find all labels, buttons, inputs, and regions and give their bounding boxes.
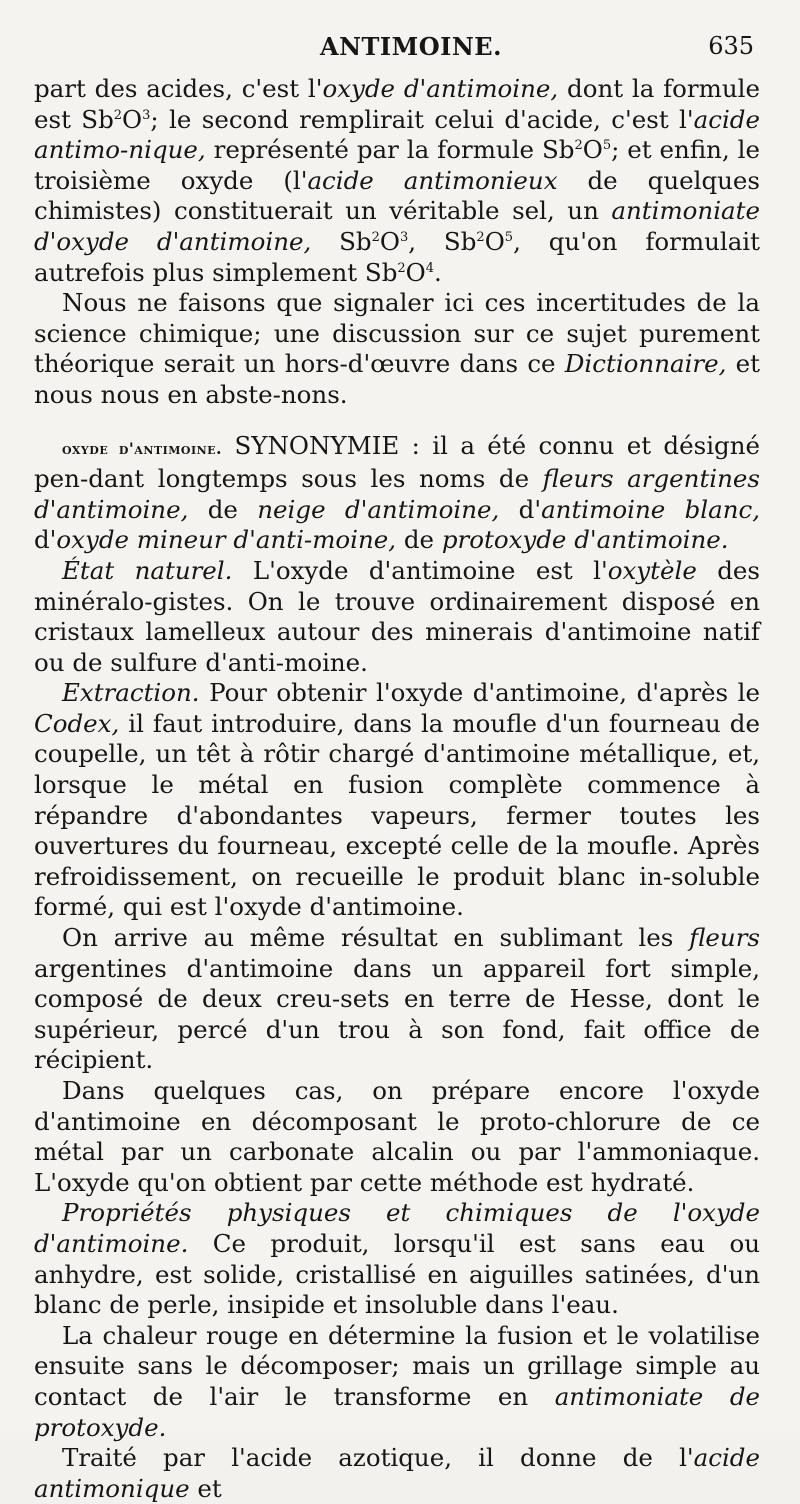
superscript: 3 — [142, 107, 151, 123]
italic-text: acide antimo-nique, — [34, 104, 760, 165]
text-run: des minéralo-gistes. On le trouve ordinairement disposé en cristaux lamelleux autour des minerais d'antimoine natif ou de sulfure d'anti-moine. — [34, 555, 760, 677]
text-run: Nous ne faisons que signaler ici ces incertitudes de la science chimique; une discussion sur ce sujet purement théorique serait un hors-d'œuvre dans ce — [34, 288, 760, 379]
body-text — [34, 74, 760, 1504]
text-run: de quelques chimistes) constituerait un véritable sel, un — [34, 165, 760, 226]
paragraph-p2 — [34, 288, 760, 410]
italic-text: antimoniate de protoxyde. — [34, 1381, 761, 1442]
superscript: 2 — [371, 229, 380, 245]
page-number: 635 — [708, 32, 754, 60]
superscript: 2 — [476, 229, 485, 245]
text-run: O — [484, 226, 505, 256]
text-run: part des acides, c'est l' — [34, 74, 323, 103]
paragraph-p3 — [34, 431, 760, 556]
text-run: O — [379, 226, 400, 256]
text-run: ; et enfin, le troisième oxyde (l' — [34, 135, 760, 195]
text-run: , qu'on formulait autrefois plus simplement Sb — [34, 226, 760, 287]
text-run: Dans quelques cas, on prépare encore l'oxyde d'antimoine en décomposant le proto-chlorure de ce métal par un carbonate alcalin ou par l'ammoniaque. L'oxyde qu'on obtient par cette méthode est hydraté. — [34, 1076, 760, 1197]
italic-text: Dictionnaire, — [564, 349, 727, 379]
text-run: ; le second remplirait celui d'acide, c'est l' — [150, 104, 694, 134]
italic-text: Extraction. — [62, 678, 200, 708]
text-run: Traité par l'acide azotique, il donne de l' — [62, 1443, 694, 1473]
superscript: 5 — [602, 138, 612, 154]
text-run: L'oxyde d'antimoine est l' — [232, 555, 608, 585]
text-run: de — [396, 525, 442, 555]
text-run: de — [188, 494, 258, 524]
text-run: Pour obtenir l'oxyde d'antimoine, d'après le — [199, 678, 760, 708]
italic-text: oxytèle — [607, 555, 697, 585]
superscript: 2 — [113, 107, 123, 123]
superscript: 5 — [504, 229, 514, 245]
paragraph-p8 — [34, 1198, 760, 1320]
text-run: il faut introduire, dans la moufle d'un fourneau de coupelle, un têt à rôtir chargé d'antimoine métallique, et, lorsque le métal en fusion complète commence à répandre d'abondantes vapeurs, fermer toutes les ouvertures du fourneau, excepté celle de la moufle. Après refroidissement, on recueille le produit blanc in-soluble formé, qui est l'oxyde d'antimoine. — [34, 708, 760, 922]
text-run: Sb — [311, 226, 372, 256]
italic-text: acide antimonique — [34, 1443, 760, 1503]
italic-text: antimoine blanc, — [541, 494, 760, 524]
paragraph-p9 — [34, 1321, 760, 1443]
paragraph-p1 — [34, 74, 760, 288]
italic-text: neige d'antimoine, — [257, 494, 500, 524]
text-run: Ce produit, lorsqu'il est sans eau ou anhydre, est solide, cristallisé en aiguilles satinées, d'un blanc de perle, insipide et insoluble dans l'eau. — [34, 1228, 760, 1320]
text-run: On arrive au même résultat en sublimant les — [62, 923, 690, 953]
text-run: . — [434, 257, 442, 287]
text-run: représenté par la formule Sb — [205, 135, 575, 165]
text-run: d' — [499, 494, 542, 524]
text-run: O — [582, 135, 603, 165]
italic-text: État naturel. — [62, 555, 233, 585]
italic-text: acide antimonieux — [307, 165, 558, 195]
text-run: O — [405, 257, 426, 287]
superscript: 2 — [397, 260, 406, 276]
text-run: et nous nous en abste-nons. — [34, 349, 760, 409]
italic-text: protoxyde d'antimoine. — [441, 525, 729, 555]
text-run: dont la formule est Sb — [34, 74, 760, 134]
italic-text: oxyde mineur d'anti-moine, — [56, 525, 397, 555]
superscript: 3 — [399, 229, 409, 245]
text-run: argentines d'antimoine dans un appareil fort simple, composé de deux creu-sets en terre de Hesse, dont le supérieur, percé d'un trou à son fond, fait office de récipient. — [34, 953, 760, 1075]
text-run: O — [122, 104, 143, 134]
paragraph-p7 — [34, 1076, 760, 1198]
text-run: , Sb — [408, 226, 477, 256]
text-run: d' — [34, 525, 57, 555]
paragraph-p10 — [34, 1443, 760, 1504]
running-title: ANTIMOINE. — [320, 32, 502, 61]
italic-text: fleurs — [689, 923, 760, 953]
superscript: 2 — [574, 138, 583, 154]
italic-text: Codex, — [34, 708, 120, 738]
italic-text: antimoniate d'oxyde d'antimoine, — [34, 196, 760, 256]
entry-heading: oxyde d'antimoine. — [62, 438, 223, 458]
italic-text: fleurs argentines d'antimoine, — [34, 464, 760, 524]
italic-text: Propriétés physiques et chimiques de l'oxyde d'antimoine. — [34, 1198, 760, 1258]
paragraph-p5 — [34, 678, 760, 923]
superscript: 4 — [425, 260, 435, 276]
text-run: SYNONYMIE : il a été connu et désigné pen-dant longtemps sous les noms de — [34, 430, 760, 494]
running-header — [0, 26, 800, 66]
paragraph-p6 — [34, 923, 760, 1076]
text-run: et — [189, 1473, 222, 1503]
text-run: La chaleur rouge en détermine la fusion et le volatilise ensuite sans le décomposer; mais un grillage simple au contact de l'air le transforme en — [34, 1320, 760, 1411]
italic-text: oxyde d'antimoine, — [322, 74, 559, 103]
paragraph-p4 — [34, 556, 760, 678]
